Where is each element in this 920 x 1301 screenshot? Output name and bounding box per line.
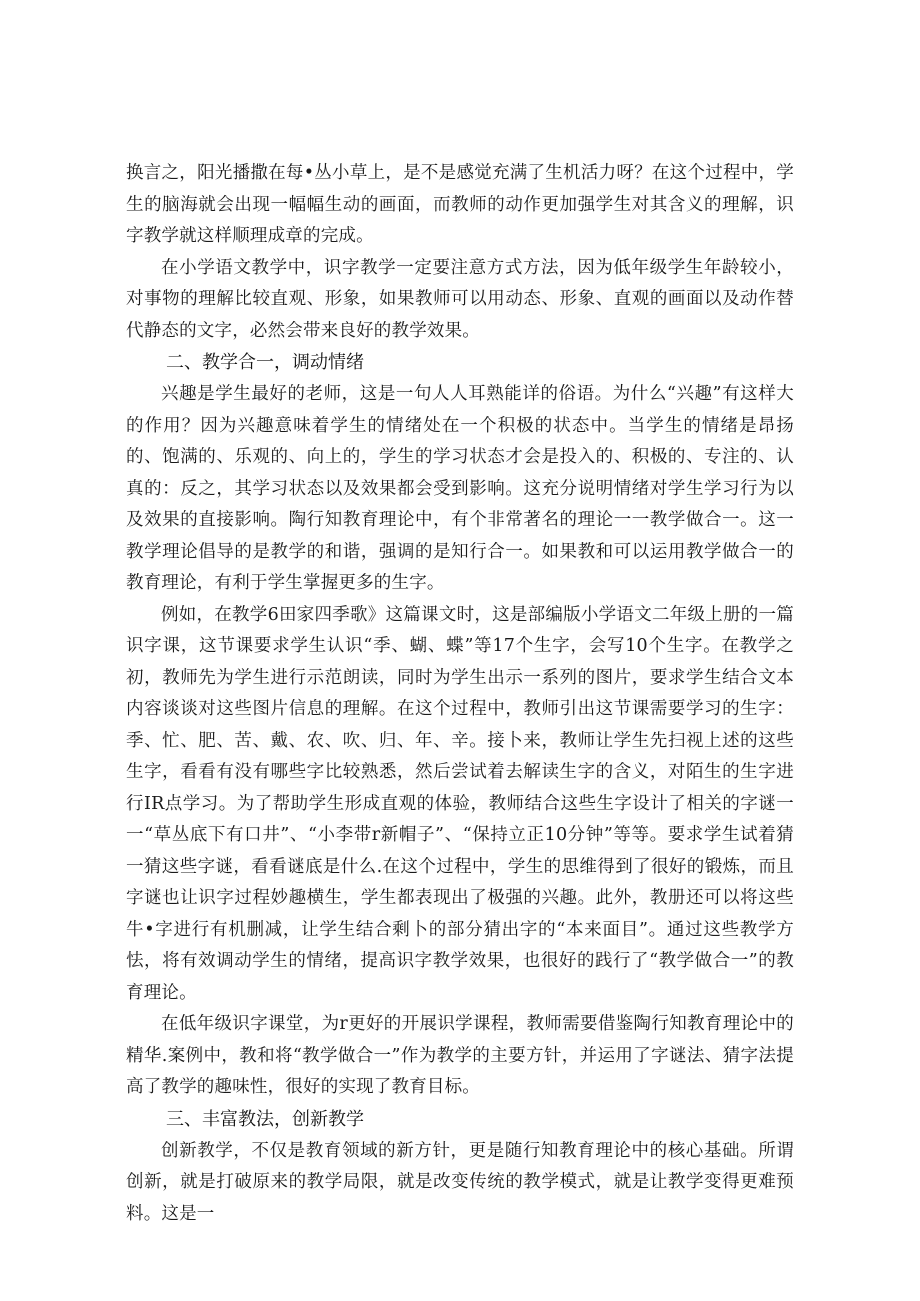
paragraph-2: 在小学语文教学中，识字教学一定要注意方式方法，因为低年级学生年龄较小，对事物的理解比较直观、形象，如果教师可以用动态、形象、直观的画面以及动作替代静态的文字，必然会带来良好的教学效果。 (126, 257, 794, 341)
section-heading-2: 二、教学合一，调动情绪 (166, 352, 364, 373)
paragraph-4: 例如，在教学6田家四季歌》这篇课文时，这是部编版小学语文二年级上册的一篇识字课，这节课要求学生认识“季、蝴、蝶”等17个生字，会写10个生字。在教学之初，教师先为学生进行示范朗读，同时为学生出示一系列的图片，要求学生结合文本内容谈谈对这些图片信息的理解。在这个过程中，教师引出这节课需要学习的生字：季、忙、肥、苦、戴、农、吹、归、年、辛。接卜来，教师让学生先扫视上述的这些生字，看看有没有哪些字比较熟悉，然后尝试着去解读生字的含义，对陌生的生字进行IR点学习。为了帮助学生形成直观的体验，教师结合这些生字设计了相关的字谜一一“草丛底下有口井”、“小李带r新帽子”、“保持立正10分钟”等等。要求学生试着猜一猜这些字谜，看看谜底是什么.在这个过程中，学生的思维得到了很好的锻炼，而且字谜也让识字过程妙趣横生，学生都表现出了极强的兴趣。此外，教册还可以将这些牛•字进行有机删减，让学生结合剩卜的部分猜出字的“本来面目”。通过这些教学方怯，将有效调动学生的情绪，提高识字教学效果，也很好的践行了“教学做合一”的教育理论。 (126, 604, 794, 1003)
paragraph-5: 在低年级识字课堂，为r更好的开展识学课程，教师需要借鉴陶行知教育理论中的精华.案例中，教和将“教学做合一”作为教学的主要方针，并运用了字谜法、猜字法提高了教学的趣味性，很好的实现了教育目标。 (126, 1014, 794, 1097)
paragraph-3: 兴趣是学生最好的老师，这是一句人人耳熟能详的俗语。为什么“兴趣”有这样大的作用？因为兴趣意味着学生的情绪处在一个积极的状态中。当学生的情绪是昂扬的、饱满的、乐观的、向上的，学生的学习状态才会是投入的、积极的、专注的、认真的：反之，其学习状态以及效果都会受到影响。这充分说明情绪对学生学习行为以及效果的直接影响。陶行知教育理论中，有个非常著名的理论一一教学做合一。这一教学理论倡导的是教学的和谐，强调的是知行合一。如果教和可以运用教学做合一的教育理论，有利于学生掌握更多的生字。 (126, 384, 794, 593)
section-heading-3: 三、丰富教法，创新教学 (166, 1108, 364, 1130)
document-page (126, 158, 794, 1230)
paragraph-6: 创新教学，不仅是教育领域的新方针，更是随行知教育理论中的核心基础。所谓创新，就是打破原来的教学局限，就是改变传统的教学模式，就是让教学变得更难预料。这是一 (126, 1140, 794, 1224)
paragraph-1: 换言之，阳光播撒在每•丛小草上，是不是感觉充满了生机活力呀？在这个过程中，学生的脑海就会出现一幅幅生动的画面，而教师的动作更加强学生对其含义的理解，识字教学就这样顺理成章的完成。 (126, 163, 794, 246)
